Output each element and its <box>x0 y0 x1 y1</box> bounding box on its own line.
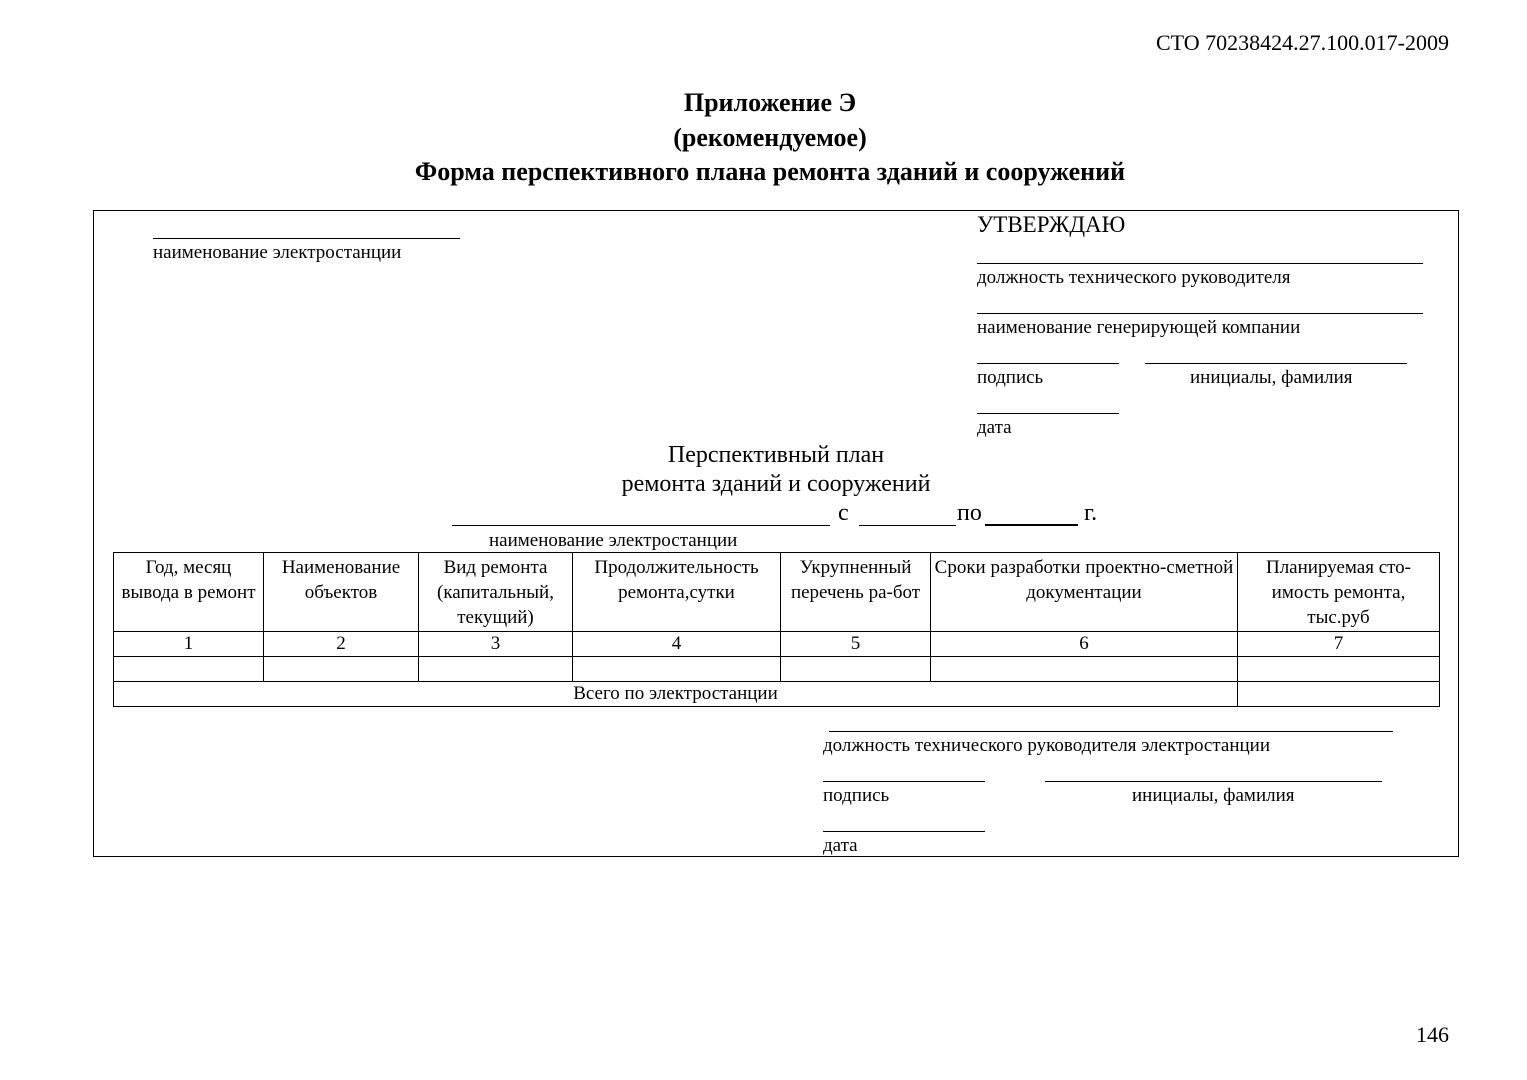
footer-signature-caption: подпись <box>823 785 890 806</box>
footer-position-caption: должность технического руководителя электростанции <box>823 735 1271 756</box>
total-row <box>114 682 1440 707</box>
company-name-caption: наименование генерирующей компании <box>977 317 1301 338</box>
column-number: 2 <box>264 632 419 657</box>
plan-station-caption: наименование электростанции <box>489 530 738 551</box>
period-to-line <box>985 524 1078 526</box>
repair-plan-table <box>113 552 1440 707</box>
approver-signature-line <box>977 363 1119 364</box>
footer-name-caption: инициалы, фамилия <box>1132 785 1295 806</box>
period-to-label: по <box>957 500 982 526</box>
table-cell <box>931 657 1238 682</box>
period-year-label: г. <box>1084 500 1098 526</box>
plan-subtitle: ремонта зданий и сооружений <box>621 471 931 497</box>
column-number: 7 <box>1238 632 1440 657</box>
column-header-duration: Продолжительность ремонта,сутки <box>573 553 781 632</box>
form-title: Форма перспективного плана ремонта зданий и сооружений <box>414 157 1126 186</box>
table-cell <box>1238 657 1440 682</box>
column-header-design-deadlines: Сроки разработки проектно-сметной документации <box>931 553 1238 632</box>
page-number: 146 <box>1416 1022 1449 1047</box>
approver-position-caption: должность технического руководителя <box>977 267 1291 288</box>
total-value-cell <box>1238 682 1440 707</box>
footer-signature-line <box>823 781 985 782</box>
column-header-objects: Наименование объектов <box>264 553 419 632</box>
footer-date-caption: дата <box>823 835 858 856</box>
form-frame <box>93 210 1459 857</box>
column-number-row <box>114 632 1440 657</box>
document-code: СТО 70238424.27.100.017-2009 <box>1155 30 1449 55</box>
table-row <box>114 657 1440 682</box>
column-number: 5 <box>781 632 931 657</box>
station-name-caption: наименование электростанции <box>153 242 402 263</box>
approver-date-line <box>977 413 1119 414</box>
column-number: 6 <box>931 632 1238 657</box>
column-header-year-month: Год, месяц вывода в ремонт <box>114 553 264 632</box>
approver-position-line <box>977 263 1423 264</box>
plan-station-line <box>452 525 830 526</box>
table-cell <box>781 657 931 682</box>
approve-label: УТВЕРЖДАЮ <box>977 212 1126 237</box>
table-cell <box>573 657 781 682</box>
column-header-repair-type: Вид ремонта (капитальный, текущий) <box>419 553 573 632</box>
footer-name-line <box>1045 781 1382 782</box>
period-from-label: с <box>838 500 849 526</box>
column-number: 1 <box>114 632 264 657</box>
footer-date-line <box>823 831 985 832</box>
column-number: 4 <box>573 632 781 657</box>
appendix-title: Приложение Э <box>683 88 857 117</box>
plan-title: Перспективный план <box>667 442 885 468</box>
column-header-works-list: Укрупненный перечень ра-бот <box>781 553 931 632</box>
company-name-line <box>977 313 1423 314</box>
appendix-status: (рекомендуемое) <box>673 123 867 152</box>
station-name-line <box>153 238 460 239</box>
table-cell <box>264 657 419 682</box>
period-from-line <box>859 525 956 526</box>
approver-date-caption: дата <box>977 417 1012 438</box>
approver-name-line <box>1145 363 1407 364</box>
table-cell <box>114 657 264 682</box>
total-label: Всего по электростанции <box>114 682 1238 707</box>
column-header-planned-cost: Планируемая сто-имость ремонта, тыс.руб <box>1238 553 1440 632</box>
approver-signature-caption: подпись <box>977 367 1044 388</box>
column-number: 3 <box>419 632 573 657</box>
footer-position-line <box>829 731 1393 732</box>
table-header-row <box>114 553 1440 632</box>
approver-name-caption: инициалы, фамилия <box>1190 367 1353 388</box>
table-cell <box>419 657 573 682</box>
